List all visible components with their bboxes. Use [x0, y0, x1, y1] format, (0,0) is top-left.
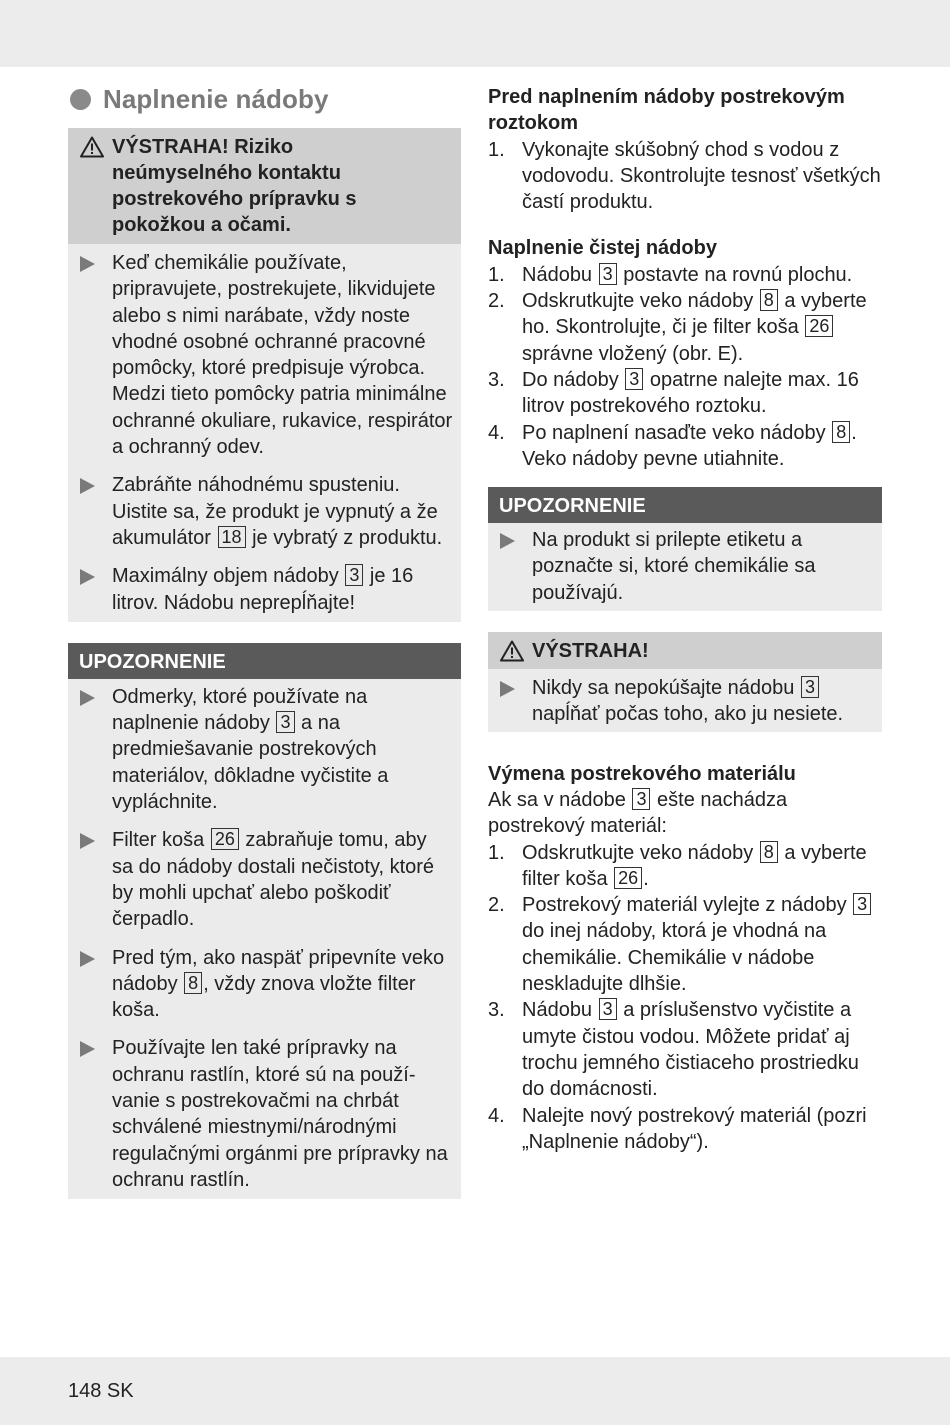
numbered-step: [488, 367, 882, 420]
text-segment: je vybratý z produktu.: [246, 526, 443, 549]
numbered-step: [488, 1103, 882, 1156]
heading-line: Pred naplnením nádoby postrekovým: [488, 86, 845, 108]
warning-triangle-icon: [500, 640, 524, 662]
step-number: 1.: [488, 263, 505, 286]
subsection-heading: Naplnenie čistej nádoby: [488, 237, 717, 260]
notice-box: [68, 643, 461, 1199]
text-segment: zabraňuje tomu, aby sa do nádoby dostali nečistoty, ktoré by mohli upchať alebo poškodiť čerpadlo.: [112, 829, 435, 931]
warning-box: [488, 632, 882, 732]
text-segment: .: [643, 867, 649, 890]
part-reference-number: 3: [625, 368, 643, 390]
part-reference-number: 3: [599, 998, 617, 1020]
warning-bullet-text: [112, 563, 453, 616]
step-text: [522, 367, 882, 420]
notice-bullet: [68, 1035, 461, 1193]
section-bullet-dot: [70, 89, 91, 110]
arrow-bullet-icon: [80, 684, 112, 815]
step-text: [522, 288, 882, 367]
subsection-heading: [488, 84, 882, 137]
part-reference-number: 26: [805, 315, 833, 337]
warning-bullet-text: Keď chemikálie používate, pripravujete, postrekujete, likvidujete alebo s nimi narábate, vždy noste vhodné osobné ochranné pracovné pomôcky, ktoré predpisuje výrobca. Medzi tieto pomôcky patria minimálne ochranné okuliare, rukavice, respirátor a ochranný odev.: [112, 252, 453, 459]
notice-bullet: [68, 684, 461, 815]
arrow-bullet-icon: [80, 563, 112, 616]
part-reference-number: 3: [853, 893, 871, 915]
section-heading: [68, 82, 461, 116]
warning-title-line: pokožkou a očami.: [112, 214, 291, 236]
notice-bullet-text: [112, 945, 453, 1024]
step-number: 4.: [488, 421, 505, 444]
warning-title-line: postrekového prípravku s: [112, 188, 357, 210]
part-reference-number: 8: [184, 972, 202, 994]
warning-box: [68, 128, 461, 622]
text-segment: Ak sa v nádobe: [488, 788, 632, 811]
text-segment: Nádobu: [522, 263, 598, 286]
step-number: 1.: [488, 841, 505, 864]
part-reference-number: 3: [632, 788, 650, 810]
step-number: 3.: [488, 999, 505, 1022]
page-footer-band: [0, 1357, 950, 1425]
warning-bullet: [488, 675, 882, 728]
text-segment: a vyberte ho. Skontrolujte, či je filter koša: [522, 290, 867, 339]
heading-line: roztokom: [488, 112, 578, 135]
part-reference-number: 8: [760, 841, 778, 863]
numbered-step: [488, 137, 882, 216]
text-segment: . Veko nádoby pevne utiahnite.: [522, 421, 857, 470]
part-reference-number: 26: [211, 828, 239, 850]
numbered-step: [488, 840, 882, 893]
step-number: 1.: [488, 138, 505, 161]
arrow-bullet-icon: [80, 945, 112, 1024]
text-segment: Do nádoby: [522, 368, 625, 391]
warning-bullet: [68, 250, 461, 460]
numbered-step: [488, 288, 882, 367]
left-column: [68, 82, 461, 1199]
subsection-heading: Výmena postrekového materiálu: [488, 762, 796, 785]
text-segment: Odskrutkujte veko nádoby: [522, 841, 759, 864]
warning-title-line: neúmyselného kontaktu: [112, 162, 341, 184]
text-segment: Filter koša: [112, 829, 210, 852]
text-segment: Nádobu: [522, 999, 598, 1022]
text-segment: , vždy znova vložte filter koša.: [112, 972, 416, 1022]
text-segment: Postrekový materiál vylejte z nádoby: [522, 894, 853, 917]
step-text: [522, 892, 882, 997]
text-segment: do inej nádoby, ktorá je vhodná na chemikálie. Chemikálie v nádobe neskladujte dlhšie.: [522, 920, 827, 996]
arrow-bullet-icon: [80, 827, 112, 932]
part-reference-number: 18: [218, 526, 246, 548]
step-text: [522, 997, 882, 1102]
text-segment: Odskrutkujte veko nádoby: [522, 290, 759, 313]
step-number: 2.: [488, 290, 505, 313]
warning-box-header: [68, 128, 461, 244]
text-segment: Pred tým, ako naspäť pripevníte veko nádoby: [112, 946, 445, 995]
arrow-bullet-icon: [80, 1035, 112, 1193]
step-number: 3.: [488, 368, 505, 391]
text-segment: je 16 litrov. Nádobu neprepĺňajte!: [112, 565, 414, 614]
arrow-bullet-icon: [500, 527, 532, 606]
text-segment: Nikdy sa nepokúšajte nádobu: [532, 677, 800, 700]
warning-bullet: [68, 563, 461, 616]
text-segment: správne vložený (obr. E).: [522, 342, 744, 365]
notice-bullet: [488, 527, 882, 606]
numbered-step: [488, 892, 882, 997]
step-text: [522, 420, 882, 473]
text-segment: ešte nachádza postrekový materiál:: [488, 788, 788, 838]
warning-bullet: [68, 472, 461, 551]
part-reference-number: 8: [760, 289, 778, 311]
warning-triangle-icon: [80, 136, 104, 158]
step-text: [522, 262, 882, 288]
part-reference-number: 8: [832, 421, 850, 443]
warning-bullet-text: [112, 472, 453, 551]
warning-title-line: VÝSTRAHA! Riziko: [112, 136, 294, 158]
right-column: [488, 84, 882, 1155]
arrow-bullet-icon: [80, 472, 112, 551]
notice-bullet: [68, 827, 461, 932]
step-text: Nalejte nový postrekový materiál (pozri „Naplnenie nádoby“).: [522, 1104, 867, 1153]
notice-bullet-text: [112, 827, 453, 932]
numbered-step: [488, 262, 882, 288]
text-segment: opatrne nalejte max. 16 litrov postrekového roztoku.: [522, 368, 859, 418]
notice-box-header: UPOZORNENIE: [488, 487, 882, 523]
part-reference-number: 3: [276, 711, 294, 733]
numbered-step: [488, 997, 882, 1102]
text-segment: a príslušenstvo vyčistite a umyte čistou vodou. Môžete pridať aj trochu jemného čistiaceho prostriedku do domácnosti.: [522, 999, 859, 1101]
notice-box: [488, 487, 882, 611]
step-text: [522, 840, 882, 893]
page-number: 148 SK: [68, 1380, 134, 1402]
text-segment: a na predmiešavanie postrekových materiálov, dôkladne vyčistite a vypláchnite.: [112, 712, 389, 814]
part-reference-number: 3: [801, 676, 819, 698]
step-number: 2.: [488, 894, 505, 917]
page-header-band: [0, 0, 950, 67]
text-segment: postavte na rovnú plochu.: [617, 263, 853, 286]
warning-box-header: [488, 632, 882, 669]
text-segment: Odmerky, ktoré používate na naplnenie nádoby: [112, 685, 368, 735]
notice-bullet-text: Používajte len také prípravky na ochranu rastlín, ktoré sú na použí-vanie s postrekovačmi na chrbát schválené miestnymi/národnými regulačnými orgánmi pre prípravky na ochranu rastlín.: [112, 1037, 448, 1191]
notice-bullet-text: [112, 684, 453, 815]
warning-bullet-text: [532, 675, 874, 728]
notice-box-header: UPOZORNENIE: [68, 643, 461, 679]
text-segment: napĺňať počas toho, ako ju nesiete.: [532, 703, 844, 726]
section-title: Naplnenie nádoby: [103, 83, 329, 114]
part-reference-number: 3: [345, 564, 363, 586]
text-segment: Po naplnení nasaďte veko nádoby: [522, 421, 832, 444]
arrow-bullet-icon: [80, 250, 112, 460]
step-text: Vykonajte skúšobný chod s vodou z vodovodu. Skontrolujte tesnosť všetkých častí produktu.: [522, 138, 881, 214]
warning-title: [112, 134, 357, 238]
part-reference-number: 3: [599, 263, 617, 285]
arrow-bullet-icon: [500, 675, 532, 728]
text-segment: Zabráňte náhodnému spusteniu. Uistite sa, že produkt je vypnutý a že akumulátor: [112, 474, 438, 549]
text-segment: a vyberte filter koša: [522, 841, 867, 890]
text-segment: Maximálny objem nádoby: [112, 565, 345, 588]
notice-bullet: [68, 945, 461, 1024]
part-reference-number: 26: [614, 867, 642, 889]
notice-bullet-text: Na produkt si prilepte etiketu a poznačte si, ktoré chemikálie sa používajú.: [532, 529, 816, 604]
numbered-step: [488, 420, 882, 473]
intro-paragraph: [488, 787, 882, 840]
step-number: 4.: [488, 1104, 505, 1127]
warning-title: VÝSTRAHA!: [532, 640, 649, 663]
